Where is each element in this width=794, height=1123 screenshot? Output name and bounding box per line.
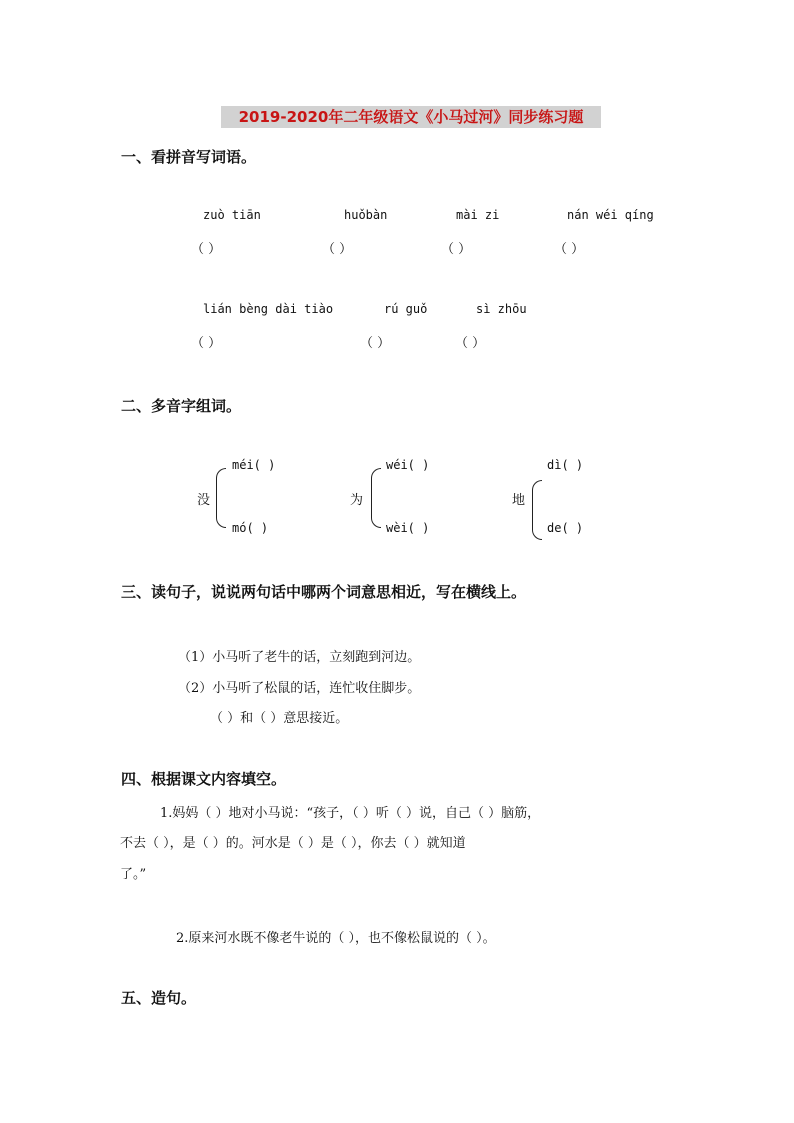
fill-paragraph-1-line-3: 了。” [120, 867, 147, 882]
pinyin-3: mài zi [456, 208, 500, 222]
polyphone-reading-bottom[interactable]: wèi( ) [386, 521, 430, 535]
page-title: 2019-2020年二年级语文《小马过河》同步练习题 [221, 106, 601, 128]
sentence-1: （1）小马听了老牛的话，立刻跑到河边。 [178, 650, 421, 665]
brace-icon [371, 468, 381, 528]
pinyin-2: huǒbàn [344, 208, 388, 222]
polyphone-reading-bottom[interactable]: de( ) [547, 521, 584, 535]
pinyin-5: lián bèng dài tiào [203, 302, 334, 316]
polyphone-reading-top[interactable]: dì( ) [547, 458, 584, 472]
section-1-heading: 一、看拼音写词语。 [121, 148, 257, 166]
brace-icon [216, 468, 226, 528]
answer-blank-7[interactable]: （ ） [455, 336, 486, 351]
polyphone-reading-top[interactable]: wéi( ) [386, 458, 430, 472]
polyphone-reading-bottom[interactable]: mó( ) [232, 521, 269, 535]
fill-paragraph-1-line-2[interactable]: 不去（ ），是（ ）的。河水是（ ）是（ ），你去（ ）就知道 [120, 836, 466, 851]
polyphone-char-mei: 没 [197, 493, 211, 508]
polyphone-char-wei: 为 [350, 493, 364, 508]
section-2-heading: 二、多音字组词。 [121, 397, 242, 415]
section-5-heading: 五、造句。 [121, 989, 197, 1007]
polyphone-char-di: 地 [512, 493, 526, 508]
section-4-heading: 四、根据课文内容填空。 [121, 770, 287, 788]
pinyin-1: zuò tiān [203, 208, 261, 222]
pinyin-4: nán wéi qíng [567, 208, 654, 222]
pinyin-7: sì zhōu [476, 302, 527, 316]
answer-blank-5[interactable]: （ ） [191, 336, 222, 351]
answer-blank-6[interactable]: （ ） [360, 336, 391, 351]
answer-blank-3[interactable]: （ ） [441, 242, 472, 257]
fill-paragraph-1-line-1[interactable]: 1.妈妈（ ）地对小马说：“孩子，（ ）听（ ）说，自己（ ）脑筋， [160, 806, 541, 821]
answer-blank-2[interactable]: （ ） [322, 242, 353, 257]
pinyin-6: rú guǒ [384, 302, 428, 316]
brace-icon [532, 480, 542, 540]
sentence-2: （2）小马听了松鼠的话，连忙收住脚步。 [178, 681, 421, 696]
answer-blank-4[interactable]: （ ） [554, 242, 585, 257]
polyphone-reading-top[interactable]: méi( ) [232, 458, 276, 472]
answer-line[interactable]: （ ）和（ ）意思接近。 [210, 711, 349, 726]
section-3-heading: 三、读句子，说说两句话中哪两个词意思相近，写在横线上。 [121, 583, 527, 601]
answer-blank-1[interactable]: （ ） [191, 242, 222, 257]
fill-paragraph-2[interactable]: 2.原来河水既不像老牛说的（ ），也不像松鼠说的（ ）。 [176, 931, 496, 946]
